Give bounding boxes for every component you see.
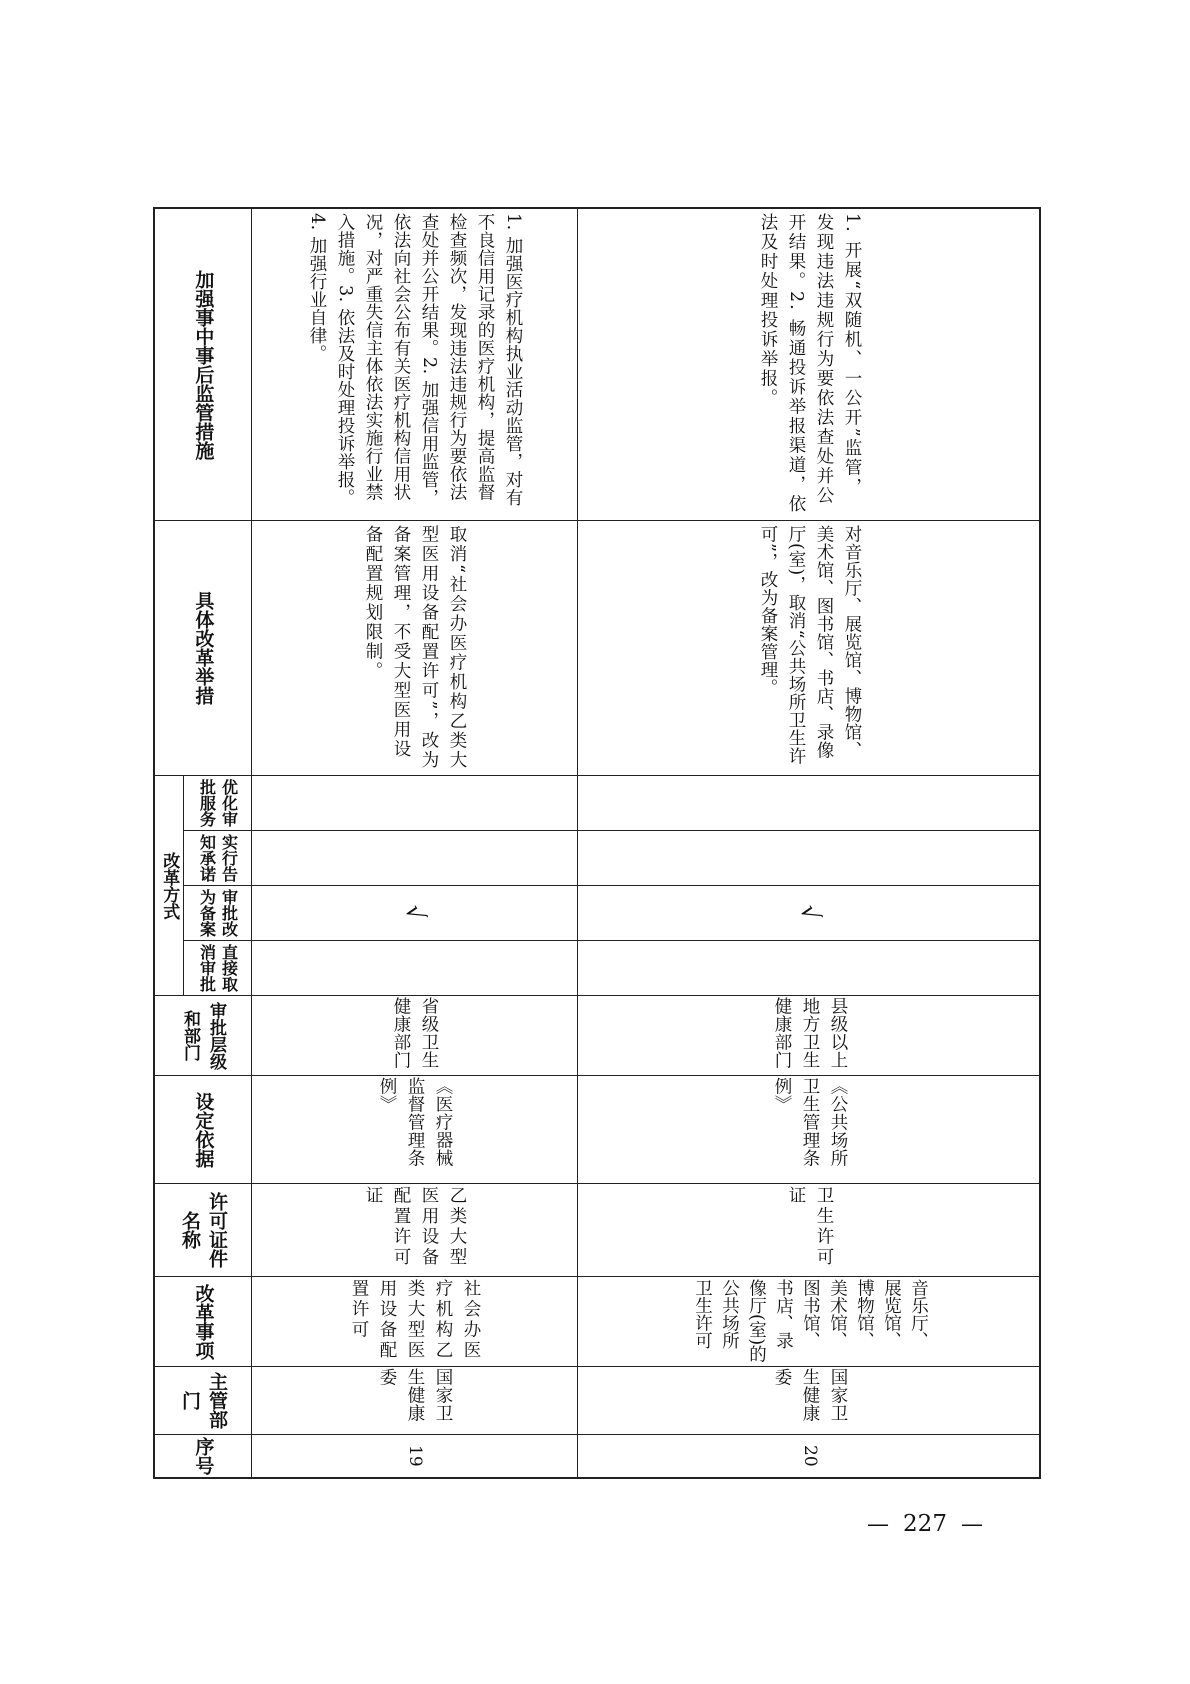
dash-right: —: [960, 1511, 983, 1537]
header-optimize: 优化审批服务: [197, 779, 239, 827]
row20-level: 县级以上地方卫生健康部门: [772, 997, 848, 1069]
header-filing: 审批改为备案: [197, 889, 239, 937]
header-basis: 设定依据: [192, 1091, 215, 1168]
row19-serial: 19: [405, 1445, 425, 1467]
header-reform-method: 改革方式: [159, 851, 180, 920]
header-measures: 具体改革举措: [192, 591, 215, 705]
row19-measures: 取消“社会办医疗机构乙类大型医用设备配置许可”，改为备案管理，不受大型医用设备配置规划限制。: [363, 525, 467, 770]
header-license: 许可证件名称: [179, 1192, 228, 1268]
header-cancel: 直接取消审批: [197, 944, 239, 992]
header-department: 主管部门: [179, 1372, 228, 1429]
header-supervision: 加强事中事后监管措施: [192, 269, 215, 460]
row19-supervision: 1. 加强医疗机构执业活动监管，对有不良信用记录的医疗机构，提高监督检查频次，发现违法违规行为要依法查处并公开结果。2. 加强信用监管，依法向社会公布有关医疗机构信用状况，对严重失信主体依法实施行业禁入措施。3. 依法及时处理投诉举报。4. 加强行业自律。: [307, 213, 523, 507]
page-footer: [850, 1504, 1000, 1544]
row20-serial: 20: [800, 1445, 820, 1467]
row20-measures: 对音乐厅、展览馆、博物馆、美术馆、图书馆、书店、录像厅(室)，取消“公共场所卫生许可”，改为备案管理。: [758, 525, 862, 766]
row20-supervision: 1. 开展“双随机、一公开”监管，发现违法违规行为要依法查处并公开结果。2. 畅通投诉举报渠道，依法及时处理投诉举报。: [758, 213, 862, 515]
row20-filing-check: √: [794, 901, 826, 925]
header-notify: 实行告知承诺: [197, 834, 239, 882]
row20-basis: 《公共场所卫生管理条例》: [772, 1077, 848, 1167]
header-item: 改革事项: [192, 1283, 215, 1360]
row20-department: 国家卫生健康委: [772, 1368, 848, 1422]
row20-license: 卫生许可证: [786, 1186, 834, 1268]
header-level: 审批层级和部门: [180, 1001, 226, 1070]
dash-left: —: [867, 1511, 890, 1537]
page-number: 227: [903, 1511, 947, 1537]
row19-item: 社会办医疗机构乙类大型医用设备配置许可: [349, 1279, 481, 1361]
header-serial: 序号: [192, 1437, 215, 1475]
row19-department: 国家卫生健康委: [377, 1368, 453, 1422]
row19-level: 省级卫生健康部门: [391, 997, 439, 1069]
row20-item: 音乐厅、展览馆、博物馆、美术馆、图书馆、书店、录像厅(室)的公共场所卫生许可: [692, 1279, 929, 1363]
row19-basis: 《医疗器械监督管理条例》: [377, 1077, 453, 1167]
row19-filing-check: √: [399, 901, 431, 925]
row19-license: 乙类大型医用设备配置许可证: [363, 1186, 467, 1268]
